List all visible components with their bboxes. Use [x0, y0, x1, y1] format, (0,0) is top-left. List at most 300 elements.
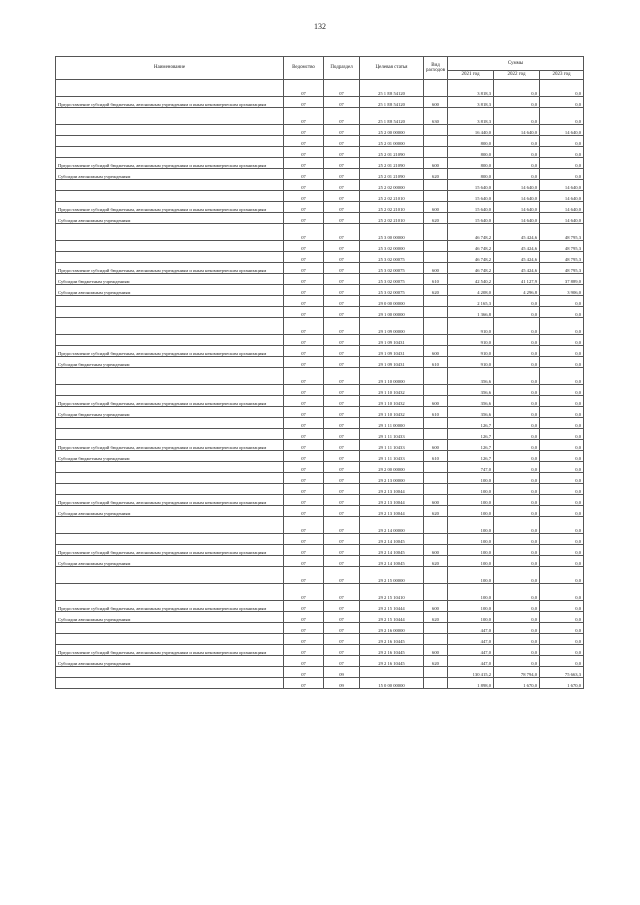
row-target: 25 1 E8 54120: [360, 97, 424, 108]
row-name: Предоставление субсидий бюджетным, автономным учреждениям и иным некоммерческим организациям: [56, 645, 284, 656]
row-sum-2023: 37 889,0: [540, 274, 584, 285]
row-section: 07: [324, 473, 360, 484]
row-target: 29 2 16 10445: [360, 634, 424, 645]
row-name: [56, 307, 284, 318]
row-name: [56, 191, 284, 202]
table-row: [56, 517, 584, 534]
row-target: 15 0 00 00000: [360, 678, 424, 689]
row-expense-type: [424, 567, 448, 584]
row-target: 25 2 01 21090: [360, 147, 424, 158]
row-section: 07: [324, 418, 360, 429]
row-target: 25 2 01 00000: [360, 136, 424, 147]
row-sum-2023: 0,0: [540, 346, 584, 357]
row-sum-2023: 0,0: [540, 634, 584, 645]
row-sum-2021: 100,0: [448, 534, 494, 545]
row-name: [56, 462, 284, 473]
row-target: 29 1 09 10431: [360, 346, 424, 357]
row-target: 29 2 15 10444: [360, 612, 424, 623]
row-name: Предоставление субсидий бюджетным, автономным учреждениям и иным некоммерческим организациям: [56, 440, 284, 451]
row-sum-2021: 16 440,0: [448, 125, 494, 136]
table-row: [56, 473, 584, 484]
row-section: 07: [324, 136, 360, 147]
row-sum-2022: 45 424,6: [494, 263, 540, 274]
row-ministry: 07: [284, 125, 324, 136]
row-sum-2022: 14 640,0: [494, 125, 540, 136]
row-sum-2022: 0,0: [494, 307, 540, 318]
row-target: 29 2 13 10044: [360, 506, 424, 517]
row-sum-2021: 46 748,2: [448, 241, 494, 252]
row-ministry: 07: [284, 296, 324, 307]
row-sum-2023: 0,0: [540, 473, 584, 484]
row-sum-2021: 130 415,2: [448, 667, 494, 678]
row-ministry: 07: [284, 484, 324, 495]
row-sum-2022: 0,0: [494, 158, 540, 169]
row-sum-2022: 4 296,8: [494, 285, 540, 296]
row-section: 07: [324, 346, 360, 357]
row-expense-type: [424, 534, 448, 545]
row-sum-2022: 41 127,9: [494, 274, 540, 285]
row-expense-type: [424, 462, 448, 473]
page-number: 132: [314, 22, 326, 31]
row-section: 07: [324, 623, 360, 634]
row-sum-2023: 48 795,3: [540, 263, 584, 274]
row-sum-2021: 747,0: [448, 462, 494, 473]
row-ministry: 07: [284, 147, 324, 158]
table-row: [56, 495, 584, 506]
row-target: 29 2 16 10445: [360, 645, 424, 656]
row-ministry: 07: [284, 418, 324, 429]
row-section: 07: [324, 125, 360, 136]
row-section: 07: [324, 396, 360, 407]
table-row: [56, 656, 584, 667]
header-sums: Суммы: [448, 57, 584, 71]
row-sum-2021: 1 366,8: [448, 307, 494, 318]
row-sum-2023: 0,0: [540, 645, 584, 656]
row-target: 25 3 02 00075: [360, 263, 424, 274]
row-expense-type: 600: [424, 645, 448, 656]
table-row: [56, 274, 584, 285]
row-expense-type: [424, 634, 448, 645]
row-name: Предоставление субсидий бюджетным, автономным учреждениям и иным некоммерческим организациям: [56, 263, 284, 274]
row-sum-2023: 0,0: [540, 357, 584, 368]
row-ministry: 07: [284, 396, 324, 407]
row-sum-2021: 447,0: [448, 623, 494, 634]
row-sum-2023: 14 640,0: [540, 202, 584, 213]
row-target: 25 2 01 21090: [360, 169, 424, 180]
row-section: 07: [324, 584, 360, 601]
row-ministry: 07: [284, 285, 324, 296]
row-sum-2021: 15 640,0: [448, 191, 494, 202]
row-expense-type: 600: [424, 495, 448, 506]
row-sum-2022: 45 424,6: [494, 252, 540, 263]
row-ministry: 07: [284, 634, 324, 645]
row-section: 07: [324, 357, 360, 368]
row-ministry: 07: [284, 462, 324, 473]
row-expense-type: [424, 667, 448, 678]
row-section: 07: [324, 645, 360, 656]
row-sum-2021: 356,6: [448, 385, 494, 396]
row-target: 29 1 10 10432: [360, 385, 424, 396]
row-expense-type: [424, 473, 448, 484]
table-row: [56, 584, 584, 601]
row-sum-2022: 0,0: [494, 147, 540, 158]
row-sum-2023: 3 906,0: [540, 285, 584, 296]
row-sum-2023: 48 795,3: [540, 224, 584, 241]
row-sum-2021: 46 748,2: [448, 252, 494, 263]
row-ministry: 07: [284, 556, 324, 567]
row-name: [56, 180, 284, 191]
row-sum-2021: 100,0: [448, 556, 494, 567]
row-sum-2023: 0,0: [540, 407, 584, 418]
row-expense-type: [424, 678, 448, 689]
row-section: 07: [324, 517, 360, 534]
row-section: 07: [324, 429, 360, 440]
row-name: Субсидии автономным учреждениям: [56, 285, 284, 296]
row-ministry: 07: [284, 274, 324, 285]
row-ministry: 07: [284, 346, 324, 357]
row-sum-2021: 100,0: [448, 517, 494, 534]
row-name: [56, 429, 284, 440]
table-row: [56, 385, 584, 396]
row-expense-type: 620: [424, 506, 448, 517]
row-sum-2022: 0,0: [494, 440, 540, 451]
row-sum-2023: 0,0: [540, 368, 584, 385]
row-sum-2023: 0,0: [540, 656, 584, 667]
row-target: 29 2 16 10445: [360, 656, 424, 667]
row-sum-2022: 0,0: [494, 517, 540, 534]
row-sum-2021: 910,0: [448, 318, 494, 335]
row-sum-2021: 100,0: [448, 545, 494, 556]
row-name: Субсидии бюджетным учреждениям: [56, 407, 284, 418]
row-section: 07: [324, 506, 360, 517]
row-ministry: 07: [284, 224, 324, 241]
row-expense-type: 620: [424, 656, 448, 667]
header-target: Целевая статья: [360, 57, 424, 80]
row-target: 25 3 00 00000: [360, 224, 424, 241]
row-target: 29 2 00 00000: [360, 462, 424, 473]
row-expense-type: 600: [424, 346, 448, 357]
row-name: [56, 623, 284, 634]
row-sum-2022: 0,0: [494, 346, 540, 357]
row-section: 07: [324, 80, 360, 97]
row-target: 25 3 02 00000: [360, 241, 424, 252]
row-section: 07: [324, 567, 360, 584]
row-name: [56, 678, 284, 689]
row-expense-type: 620: [424, 556, 448, 567]
row-ministry: 07: [284, 307, 324, 318]
row-section: 07: [324, 180, 360, 191]
table-row: [56, 357, 584, 368]
row-sum-2021: 3 818,3: [448, 97, 494, 108]
row-sum-2022: 0,0: [494, 418, 540, 429]
table-row: [56, 136, 584, 147]
row-ministry: 07: [284, 80, 324, 97]
row-section: 07: [324, 335, 360, 346]
row-sum-2022: 0,0: [494, 335, 540, 346]
table-row: [56, 623, 584, 634]
row-sum-2021: 910,0: [448, 335, 494, 346]
table-row: [56, 451, 584, 462]
row-expense-type: 610: [424, 357, 448, 368]
row-section: 07: [324, 108, 360, 125]
row-ministry: 07: [284, 506, 324, 517]
row-target: 29 1 09 00000: [360, 318, 424, 335]
table-row: [56, 418, 584, 429]
row-sum-2023: 0,0: [540, 396, 584, 407]
row-target: 29 1 00 00000: [360, 307, 424, 318]
row-section: 07: [324, 556, 360, 567]
row-section: 07: [324, 241, 360, 252]
row-ministry: 07: [284, 158, 324, 169]
row-expense-type: [424, 147, 448, 158]
row-sum-2023: 0,0: [540, 335, 584, 346]
row-target: 29 2 16 00000: [360, 623, 424, 634]
table-row: [56, 296, 584, 307]
row-ministry: 07: [284, 368, 324, 385]
row-sum-2022: 0,0: [494, 368, 540, 385]
row-sum-2022: 14 640,0: [494, 213, 540, 224]
row-target: 25 1 E8 54120: [360, 108, 424, 125]
header-year-2021: 2021 год: [448, 71, 494, 80]
row-expense-type: [424, 335, 448, 346]
row-sum-2021: 46 748,2: [448, 224, 494, 241]
table-row: [56, 484, 584, 495]
row-name: Предоставление субсидий бюджетным, автономным учреждениям и иным некоммерческим организациям: [56, 97, 284, 108]
table-row: [56, 241, 584, 252]
table-row: [56, 678, 584, 689]
row-expense-type: [424, 584, 448, 601]
row-target: 29 1 09 10431: [360, 357, 424, 368]
row-target: 25 3 02 00075: [360, 274, 424, 285]
row-sum-2022: 0,0: [494, 296, 540, 307]
row-expense-type: 600: [424, 158, 448, 169]
row-sum-2021: 447,0: [448, 656, 494, 667]
row-sum-2022: 0,0: [494, 396, 540, 407]
row-sum-2023: 0,0: [540, 584, 584, 601]
row-sum-2022: 0,0: [494, 484, 540, 495]
row-section: 07: [324, 263, 360, 274]
row-sum-2022: 14 640,0: [494, 202, 540, 213]
row-section: 07: [324, 484, 360, 495]
table-row: [56, 169, 584, 180]
row-sum-2023: 0,0: [540, 545, 584, 556]
table-row: [56, 202, 584, 213]
row-expense-type: [424, 429, 448, 440]
row-ministry: 07: [284, 429, 324, 440]
row-target: 29 1 09 10431: [360, 335, 424, 346]
row-sum-2023: 0,0: [540, 158, 584, 169]
table-row: [56, 285, 584, 296]
row-sum-2022: 1 670,0: [494, 678, 540, 689]
row-sum-2023: 48 795,3: [540, 252, 584, 263]
row-section: 07: [324, 224, 360, 241]
row-sum-2023: 14 640,0: [540, 125, 584, 136]
row-sum-2023: 0,0: [540, 147, 584, 158]
row-expense-type: 610: [424, 407, 448, 418]
row-expense-type: [424, 484, 448, 495]
row-name: [56, 252, 284, 263]
row-target: 25 2 02 21010: [360, 191, 424, 202]
row-expense-type: 600: [424, 396, 448, 407]
table-row: [56, 97, 584, 108]
table-row: [56, 335, 584, 346]
row-name: [56, 125, 284, 136]
row-expense-type: 620: [424, 169, 448, 180]
row-sum-2021: 42 540,2: [448, 274, 494, 285]
row-ministry: 07: [284, 191, 324, 202]
row-target: 29 0 00 00000: [360, 296, 424, 307]
row-sum-2022: 78 794,0: [494, 667, 540, 678]
row-expense-type: [424, 191, 448, 202]
row-sum-2022: 14 640,0: [494, 180, 540, 191]
row-name: [56, 567, 284, 584]
row-target: 29 2 15 00000: [360, 567, 424, 584]
row-name: [56, 296, 284, 307]
row-section: 07: [324, 656, 360, 667]
row-name: [56, 584, 284, 601]
row-section: 09: [324, 667, 360, 678]
table-row: [56, 601, 584, 612]
row-sum-2023: 0,0: [540, 296, 584, 307]
row-expense-type: [424, 418, 448, 429]
table-row: [56, 534, 584, 545]
row-expense-type: 600: [424, 601, 448, 612]
row-section: 07: [324, 147, 360, 158]
row-sum-2021: 356,6: [448, 407, 494, 418]
table-row: [56, 667, 584, 678]
row-expense-type: 610: [424, 451, 448, 462]
row-expense-type: 600: [424, 97, 448, 108]
row-section: 07: [324, 296, 360, 307]
row-sum-2023: 0,0: [540, 97, 584, 108]
row-sum-2021: 1 898,0: [448, 678, 494, 689]
row-sum-2021: 15 640,0: [448, 180, 494, 191]
row-expense-type: 600: [424, 440, 448, 451]
row-sum-2023: 0,0: [540, 307, 584, 318]
row-ministry: 07: [284, 318, 324, 335]
row-name: [56, 368, 284, 385]
row-target: 29 2 13 00000: [360, 473, 424, 484]
row-sum-2021: 15 640,0: [448, 202, 494, 213]
row-target: 29 2 13 10044: [360, 484, 424, 495]
row-target: 25 2 02 00000: [360, 180, 424, 191]
row-ministry: 07: [284, 263, 324, 274]
row-sum-2023: 14 640,0: [540, 191, 584, 202]
row-sum-2023: 0,0: [540, 108, 584, 125]
row-name: [56, 136, 284, 147]
table-row: [56, 213, 584, 224]
row-ministry: 07: [284, 136, 324, 147]
header-expense-type: Вид расходов: [424, 57, 448, 80]
row-sum-2022: 0,0: [494, 645, 540, 656]
row-section: 07: [324, 451, 360, 462]
row-expense-type: [424, 180, 448, 191]
header-year-2022: 2022 год: [494, 71, 540, 80]
row-sum-2023: 0,0: [540, 567, 584, 584]
table-row: [56, 462, 584, 473]
table-row: [56, 567, 584, 584]
row-name: Предоставление субсидий бюджетным, автономным учреждениям и иным некоммерческим организациям: [56, 158, 284, 169]
table-row: [56, 180, 584, 191]
row-sum-2021: 447,0: [448, 634, 494, 645]
row-expense-type: [424, 385, 448, 396]
row-name: Субсидии автономным учреждениям: [56, 506, 284, 517]
row-expense-type: 620: [424, 612, 448, 623]
row-ministry: 07: [284, 252, 324, 263]
row-name: [56, 534, 284, 545]
row-sum-2021: 100,0: [448, 484, 494, 495]
row-sum-2022: 0,0: [494, 567, 540, 584]
row-sum-2021: 100,0: [448, 473, 494, 484]
row-ministry: 07: [284, 495, 324, 506]
row-ministry: 07: [284, 335, 324, 346]
table-row: [56, 556, 584, 567]
row-sum-2022: 0,0: [494, 545, 540, 556]
row-sum-2021: 126,7: [448, 418, 494, 429]
row-target: 25 2 02 21010: [360, 213, 424, 224]
row-name: Субсидии автономным учреждениям: [56, 612, 284, 623]
row-target: 29 2 14 10045: [360, 545, 424, 556]
table-row: [56, 252, 584, 263]
row-section: 07: [324, 252, 360, 263]
table-row: [56, 440, 584, 451]
row-sum-2023: 0,0: [540, 80, 584, 97]
row-sum-2022: 0,0: [494, 612, 540, 623]
row-sum-2021: 100,0: [448, 601, 494, 612]
row-name: Субсидии бюджетным учреждениям: [56, 451, 284, 462]
row-ministry: 07: [284, 534, 324, 545]
row-sum-2022: 0,0: [494, 451, 540, 462]
header-ministry: Ведомство: [284, 57, 324, 80]
row-section: 07: [324, 158, 360, 169]
row-sum-2022: 0,0: [494, 656, 540, 667]
row-sum-2021: 800,0: [448, 136, 494, 147]
row-section: 07: [324, 407, 360, 418]
row-target: 25 3 02 00075: [360, 285, 424, 296]
row-sum-2022: 0,0: [494, 318, 540, 335]
row-sum-2023: 0,0: [540, 484, 584, 495]
row-sum-2021: 46 748,2: [448, 263, 494, 274]
header-section: Подраздел: [324, 57, 360, 80]
header-year-2023: 2023 год: [540, 71, 584, 80]
row-sum-2021: 15 640,0: [448, 213, 494, 224]
table-row: [56, 307, 584, 318]
row-sum-2023: 0,0: [540, 534, 584, 545]
row-name: Предоставление субсидий бюджетным, автономным учреждениям и иным некоммерческим организациям: [56, 601, 284, 612]
row-section: 09: [324, 678, 360, 689]
row-sum-2023: 0,0: [540, 418, 584, 429]
row-sum-2023: 0,0: [540, 612, 584, 623]
row-sum-2021: 100,0: [448, 495, 494, 506]
row-sum-2023: 0,0: [540, 495, 584, 506]
row-target: 29 2 13 10044: [360, 495, 424, 506]
row-expense-type: 600: [424, 202, 448, 213]
row-target: 25 1 E8 54120: [360, 80, 424, 97]
row-sum-2021: 126,7: [448, 451, 494, 462]
row-section: 07: [324, 202, 360, 213]
row-sum-2022: 0,0: [494, 623, 540, 634]
row-name: Предоставление субсидий бюджетным, автономным учреждениям и иным некоммерческим организациям: [56, 346, 284, 357]
row-ministry: 07: [284, 180, 324, 191]
row-expense-type: [424, 517, 448, 534]
row-name: [56, 667, 284, 678]
row-name: [56, 484, 284, 495]
row-target: [360, 667, 424, 678]
row-section: 07: [324, 213, 360, 224]
row-section: 07: [324, 495, 360, 506]
table-row: [56, 407, 584, 418]
row-expense-type: 620: [424, 213, 448, 224]
